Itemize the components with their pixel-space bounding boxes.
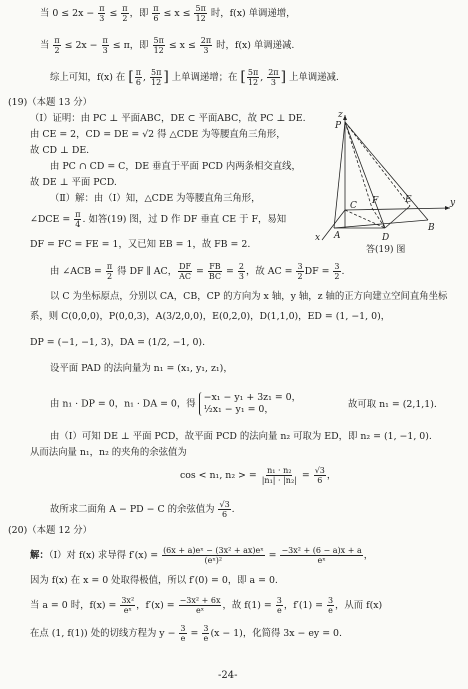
text-line: 当 $\frac{\pi}{2}$ ≤ 2x − $\frac{\pi}{3}$ ≤ π，即 $\frac{5\pi}{12}$ ≤ x ≤ $\frac{2\pi}{3}$ 时，f(x) 单调递减.: [40, 36, 295, 55]
text-line: 解：（Ⅰ）对 f(x) 求导得 f′(x) = $\frac{\text{(6x + a)eˣ − (3x² + ax)eˣ}}{\text{(eˣ)²}}$ = $\frac{\text{−3x² + (6 − a)x + a}}{\text{eˣ}}$ ，: [30, 546, 374, 565]
geometry-figure: [310, 110, 460, 258]
label-F: F: [372, 196, 379, 206]
text-line: 由 CE = 2，CD = DE = √2 得 △CDE 为等腰直角三角形，: [30, 129, 286, 140]
text-line: 从而法向量 n₁，n₂ 的夹角的余弦值为: [30, 447, 187, 458]
label-E: E: [405, 195, 412, 205]
text-line: 由（Ⅰ）可知 DE ⊥ 平面 PCD，故平面 PCD 的法向量 n₂ 可取为 ED，即 n₂ = (1, −1, 0).: [50, 431, 432, 442]
edge-PE: [345, 122, 410, 206]
text-line: 由 PC ∩ CD = C，DE 垂直于平面 PCD 内两条相交直线，: [50, 161, 301, 172]
label-P: P: [335, 121, 342, 131]
text-line: 当 0 ≤ 2x − $\frac{\pi}{3}$ ≤ $\frac{\pi}{2}$ ，即 $\frac{\pi}{6}$ ≤ x ≤ $\frac{5\pi}{12}$ 时，f(x) 单调递增，: [40, 4, 296, 23]
text-line: 故 DE ⊥ 平面 PCD.: [30, 177, 117, 188]
problem-heading: (20)（本题 12 分）: [8, 525, 93, 536]
text-line: ∠DCE = $\frac{\pi}{4}$ . 如答(19) 图，过 D 作 DF 垂直 CE 于 F，易知: [30, 210, 287, 229]
text-line: 当 a = 0 时，f(x) = $\frac{\text{3x²}}{\text{eˣ}}$ ，f′(x) = $\frac{\text{−3x² + 6x}}{\text{eˣ}}$ ，故 f(1) = $\frac{3}{e}$ ，f′(1) = $\frac{3}{e}$ ，从而 f(x): [30, 596, 383, 615]
text-line: 在点 (1, f(1)) 处的切线方程为 y − $\frac{3}{e}$ = $\frac{3}{e}$ (x − 1)，化简得 3x − ey = 0.: [30, 624, 342, 643]
text-line: 综上可知，f(x) 在 [ $\frac{\pi}{6}$ , $\frac{5\pi}{12}$ ] 上单调递增；在 [ $\frac{5\pi}{12}$ , $\frac{2\pi}{3}$ ] 上单调递减.: [50, 68, 339, 87]
label-D: D: [382, 233, 390, 243]
label-y: y: [450, 198, 456, 208]
equation-system: −x₁ − y₁ + 3z₁ = 0， ½x₁ − y₁ = 0，: [199, 392, 301, 416]
text-line: 故 CD ⊥ DE.: [30, 145, 90, 156]
label-B: B: [428, 223, 435, 233]
label-z: z: [338, 110, 343, 120]
text-line: 系，则 C(0,0,0)，P(0,0,3)，A(3/2,0,0)，E(0,2,0)，D(1,1,0)，ED = (1, −1, 0)，: [30, 311, 391, 322]
figure-caption: 答(19) 图: [366, 245, 406, 255]
label-x: x: [315, 233, 321, 243]
tetrahedron-diagram: [310, 110, 460, 245]
text-line: 由 ∠ACB = $\frac{\pi}{2}$ 得 DF ∥ AC， $\frac{DF}{AC}$ = $\frac{FB}{BC}$ = $\frac{2}{3}$ ，故 AC = $\frac{3}{2}$ DF = $\frac{3}{2}$ .: [50, 262, 345, 281]
text-line: DF = FC = FE = 1，又已知 EB = 1，故 FB = 2.: [30, 239, 251, 250]
text-line: 由 n₁ · DP = 0，n₁ · DA = 0，得 −x₁ − y₁ + 3z₁ = 0， ½x₁ − y₁ = 0， 故可取 n₁ = (2,1,1).: [50, 392, 437, 415]
text-line: 因为 f(x) 在 x = 0 处取得极值，所以 f′(0) = 0，即 a = 0.: [30, 575, 278, 586]
text-line: （Ⅰ）证明：由 PC ⊥ 平面ABC，DE ⊂ 平面ABC，故 PC ⊥ DE.: [30, 113, 306, 124]
page-number: -24-: [218, 670, 238, 681]
edge-PF: [345, 122, 372, 208]
edge-PD: [345, 122, 385, 228]
label-A: A: [334, 231, 341, 241]
text-line: 以 C 为坐标原点，分别以 CA，CB，CP 的方向为 x 轴，y 轴，z 轴的正方向建立空间直角坐标: [50, 291, 448, 302]
y-axis: [345, 208, 450, 210]
edge-PB: [345, 122, 428, 220]
text-line: 设平面 PAD 的法向量为 n₁ = (x₁, y₁, z₁)，: [50, 363, 233, 374]
text-line: （Ⅱ）解：由（Ⅰ）知，△CDE 为等腰直角三角形，: [50, 193, 261, 204]
formula-line: cos < n₁, n₂ > = $\frac{\text{n₁ · n₂}}{\text{|n₁| · |n₂|}}$ = $\frac{√3}{6}$ ，: [180, 466, 337, 485]
text-line: DP = (−1, −1, 3)，DA = (1/2, −1, 0).: [30, 337, 206, 348]
problem-heading: (19)（本题 13 分）: [8, 97, 93, 108]
label-C: C: [350, 201, 357, 211]
text-line: 故所求二面角 A − PD − C 的余弦值为 $\frac{√3}{6}$ .: [50, 500, 235, 519]
